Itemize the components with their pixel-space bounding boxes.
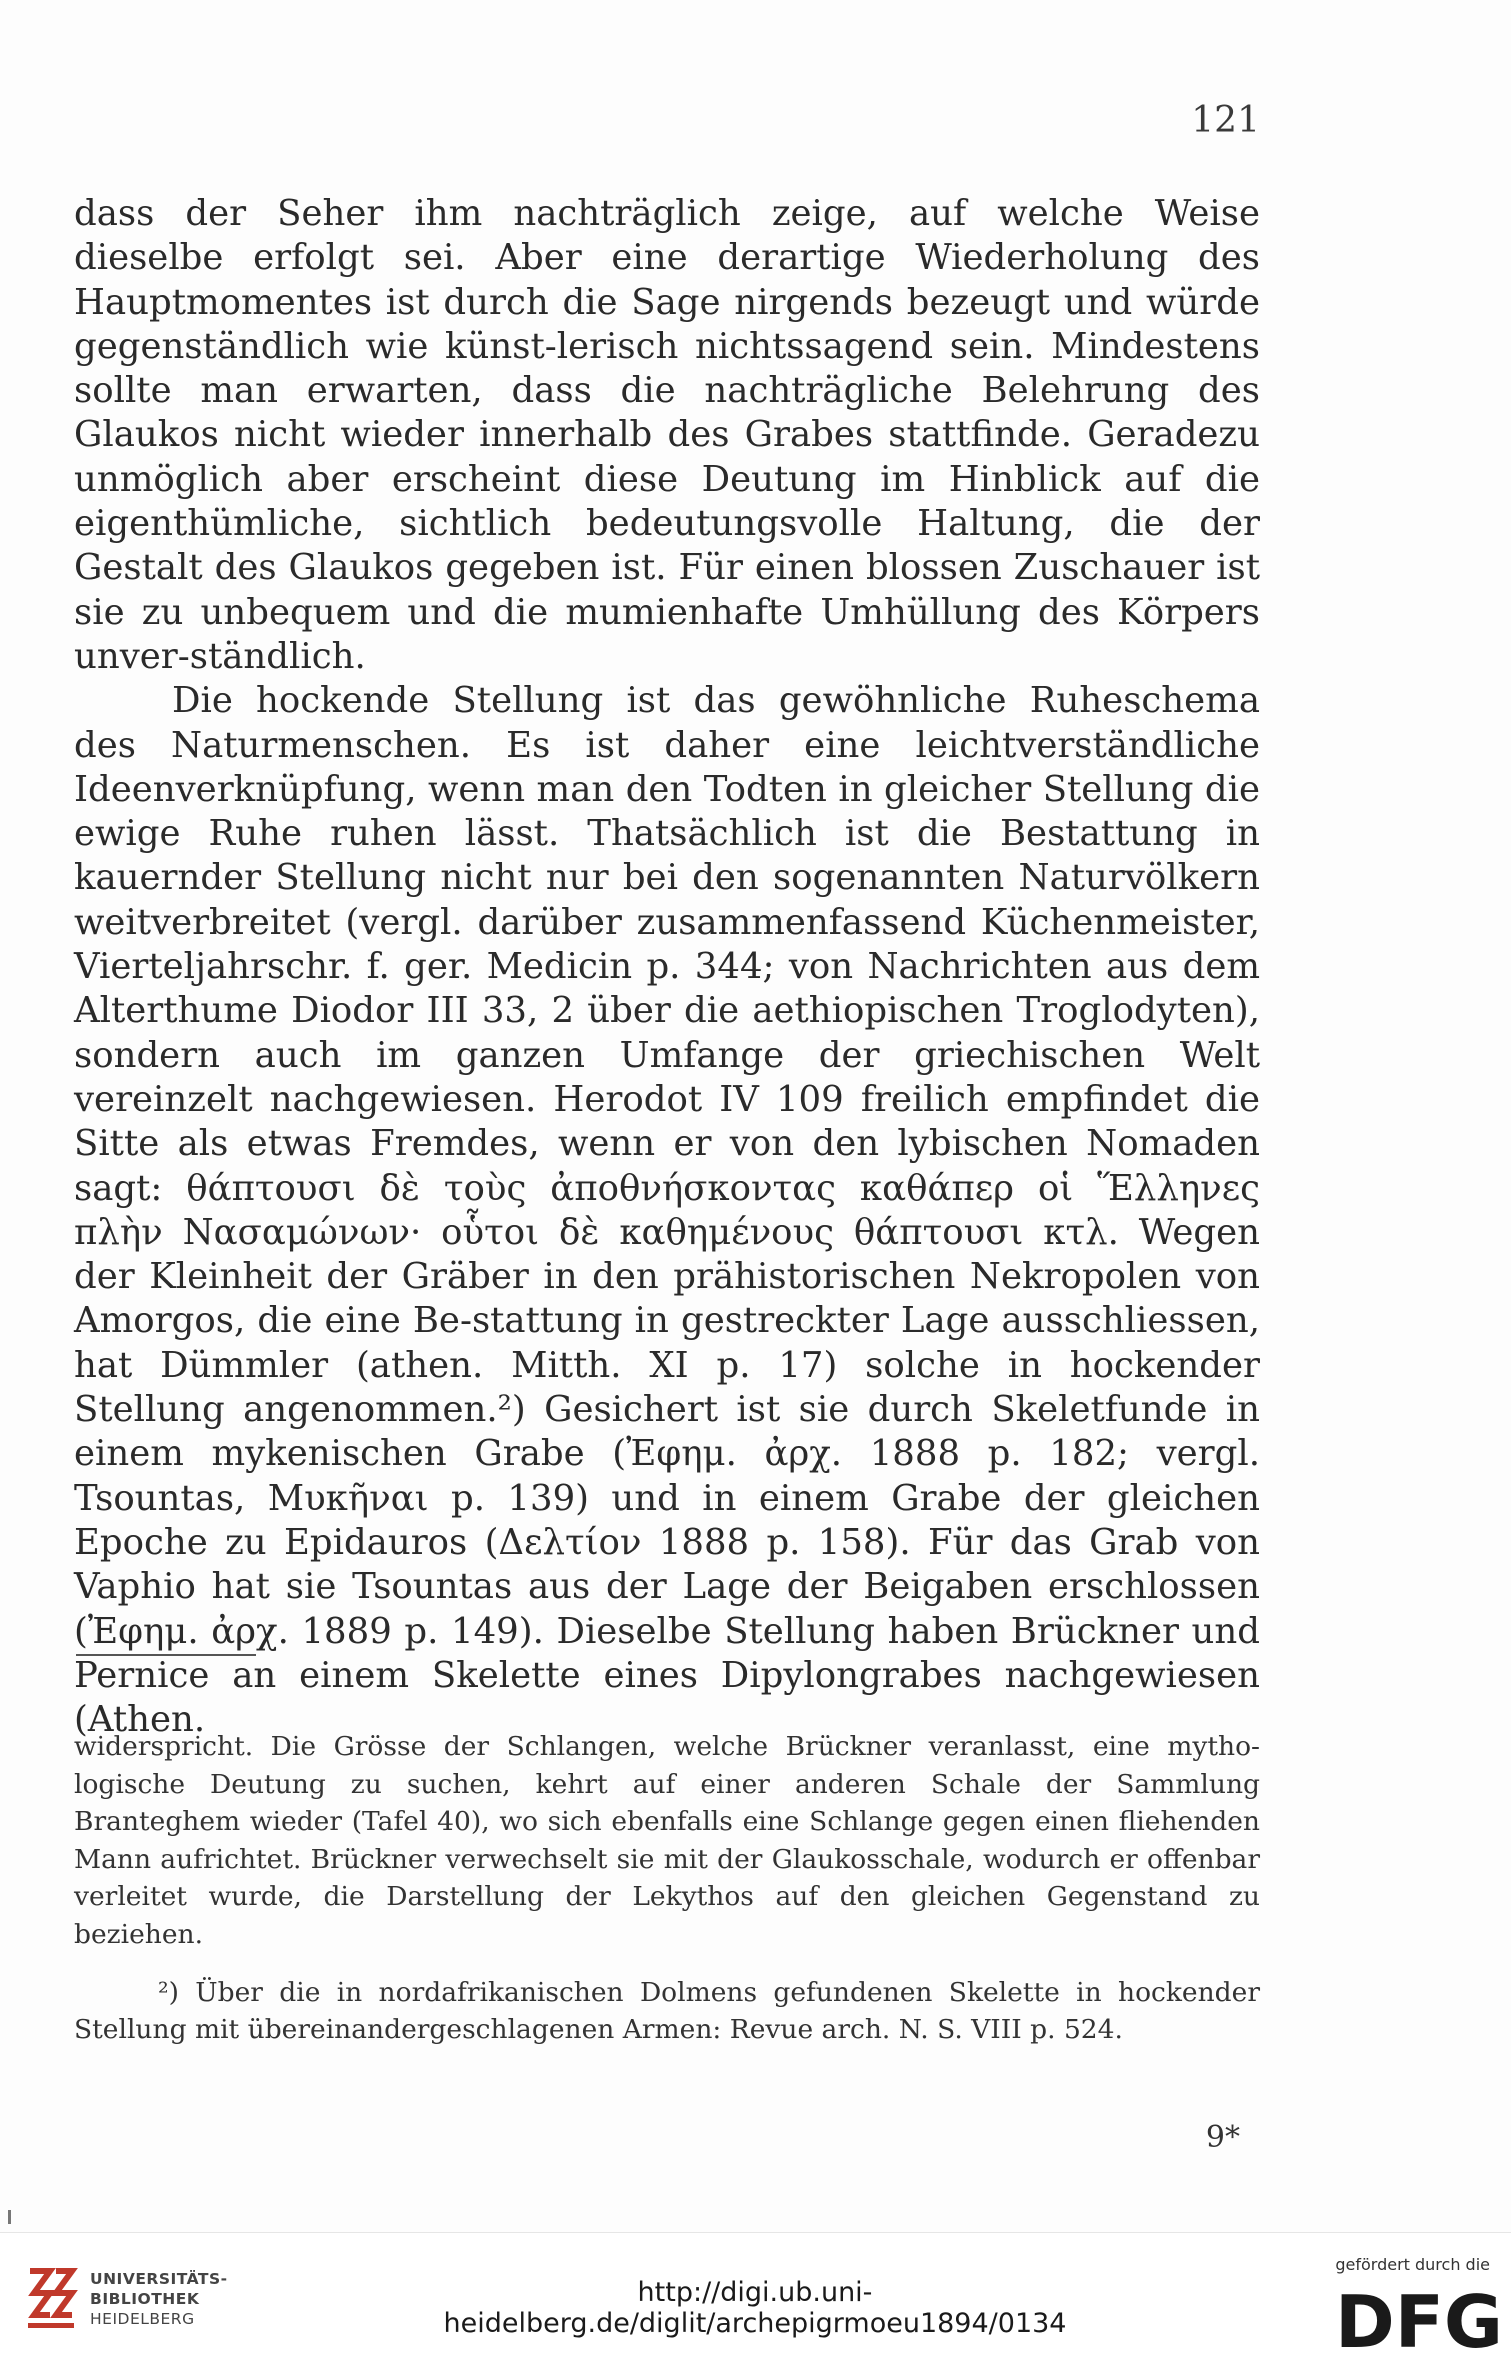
paragraph-2: Die hockende Stellung ist das gewöhnliche Ruheschema des Naturmenschen. Es ist daher eine leichtverständliche Ideenverknüpfung, wenn man den Todten in gleicher Stellung die ewige Ruhe ruhen lässt. Thatsächlich ist die Bestattung in kauernder Stellung nicht nur bei den sogenannten Naturvölkern weitverbreitet (vergl. darüber zusammenfassend Küchenmeister, Vierteljahrschr. f. ger. Medicin p. 344; von Nachrichten aus dem Alterthume Diodor III 33, 2 über die aethiopischen Troglodyten), sondern auch im ganzen Umfange der griechischen Welt vereinzelt nachgewiesen. Herodot IV 109 freilich empfindet die Sitte als etwas Fremdes, wenn er von den lybischen Nomaden sagt: θάπτουσι δὲ τοὺς ἀποθνήσκοντας καθάπερ οἱ Ἕλληνες πλὴν Νασαμώνων· οὗτοι δὲ καθημένους θάπτουσι κτλ. Wegen der Kleinheit der Gräber in den prähistorischen Nekropolen von Amorgos, die eine Be-stattung in gestreckter Lage ausschliessen, hat Dümmler (athen. Mitth. XI p. 17) solche in hockender Stellung angenommen.²) Gesichert ist sie durch Skeletfunde in einem mykenischen Grabe (Ἐφημ. ἀρχ. 1888 p. 182; vergl. Tsountas, Μυκῆναι p. 139) und in einem Grabe der gleichen Epoche zu Epidauros (Δελτίον 1888 p. 158). Für das Grab von Vaphio hat sie Tsountas aus der Lage der Beigaben erschlossen (Ἐφημ. ἀρχ. 1889 p. 149). Dieselbe Stellung haben Brückner und Pernice an einem Skelette eines Dipylongrabes nachgewiesen (Athen. [74,680,1260,1741]
footnotes [74,1728,1260,2049]
page-number: 121 [1191,100,1260,141]
permalink-url[interactable]: http://digi.ub.uni-heidelberg.de/diglit/archepigrmoeu1894/0134 [443,2277,1067,2339]
margin-mark [8,2210,11,2224]
university-library-logo-icon [20,2263,80,2335]
main-text [74,192,1260,1742]
footer-bar [0,2232,1511,2376]
dfg-logo-text: DFG [1334,2280,1504,2364]
paragraph-1: dass der Seher ihm nachträglich zeige, auf welche Weise dieselbe erfolgt sei. Aber eine derartige Wiederholung des Hauptmomentes ist durch die Sage nirgends bezeugt und würde gegenständlich wie künst-lerisch nichtssagend sein. Mindestens sollte man erwarten, dass die nachträgliche Belehrung des Glaukos nicht wieder innerhalb des Grabes stattfinde. Geradezu unmöglich aber erscheint diese Deutung im Hinblick auf die eigenthümliche, sichtlich bedeutungsvolle Haltung, die der Gestalt des Glaukos gegeben ist. Für einen blossen Zuschauer ist sie zu unbequem und die mumienhafte Umhüllung des Körpers unver-ständlich. [74,193,1260,677]
university-library-name [90,2269,228,2329]
footnote-2: ²) Über die in nordafrikanischen Dolmens gefundenen Skelette in hockender Stellung mit übereinandergeschlagenen Armen: Revue arch. N. S. VIII p. 524. [74,1976,1260,2046]
sheet-signature: 9* [1205,2120,1240,2155]
library-name-line-2: BIBLIOTHEK [90,2290,200,2308]
footnote-continuation: widerspricht. Die Grösse der Schlangen, welche Brückner veranlasst, eine mytho-logische Deutung zu suchen, kehrt auf einer anderen Schale der Sammlung Branteghem wieder (Tafel 40), wo sich ebenfalls eine Schlange gegen einen fliehenden Mann aufrichtet. Brückner verwechselt sie mit der Glaukosschale, wodurch er offenbar verleitet wurde, die Darstellung der Lekythos auf den gleichen Gegenstand zu beziehen. [74,1731,1260,1950]
library-name-line-1: UNIVERSITÄTS- [90,2270,228,2288]
library-name-line-3: HEIDELBERG [90,2310,195,2328]
dfg-logo-icon [1334,2280,1504,2364]
funded-by-label: gefördert durch die [1335,2255,1490,2274]
footnote-divider [76,1654,256,1656]
